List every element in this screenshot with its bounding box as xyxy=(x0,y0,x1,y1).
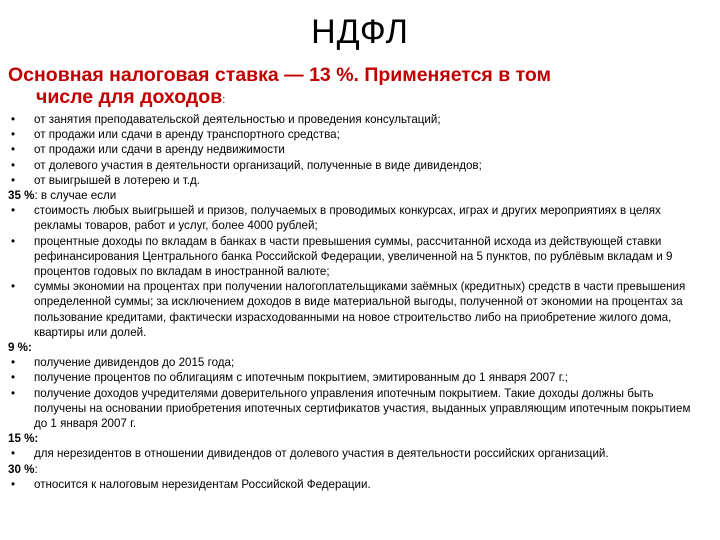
rate-9-heading: 9 %: xyxy=(8,341,32,355)
rate-30-label: 30 % xyxy=(8,462,35,476)
list-item-text: получение дивидендов до 2015 года; xyxy=(34,356,235,370)
rate9-list xyxy=(8,355,700,431)
bullet-icon: • xyxy=(10,280,16,294)
rate-35-label: 35 % xyxy=(8,189,35,203)
list-item-text: от занятия преподавательской деятельностью и проведения консультаций; xyxy=(34,113,441,126)
list-item xyxy=(8,173,700,188)
list-item-text: стоимость любых выигрышей и призов, получаемых в проводимых конкурсах, играх и других мероприятиях в целях рекламы товаров, работ и услуг, более 4000 рублей; xyxy=(34,204,661,233)
heading-colon: : xyxy=(222,94,226,106)
list-item xyxy=(8,158,700,173)
rate-35-heading xyxy=(8,188,700,203)
list-item xyxy=(8,142,700,157)
heading-line-2 xyxy=(8,86,712,111)
bullet-icon: • xyxy=(10,143,16,157)
list-item xyxy=(8,279,700,340)
heading-line-2-text: числе для доходов xyxy=(36,86,223,108)
rate-15-heading: 15 %: xyxy=(8,432,39,446)
rate-30-rest: : xyxy=(34,462,38,476)
list-item-text: от долевого участия в деятельности организаций, полученные в виде дивидендов; xyxy=(34,158,482,172)
list-item xyxy=(8,112,700,127)
bullet-icon: • xyxy=(10,173,16,187)
bullet-icon: • xyxy=(10,356,16,370)
list-item xyxy=(8,203,700,233)
bullet-icon: • xyxy=(10,386,16,400)
list-item xyxy=(8,477,700,492)
bullet-icon: • xyxy=(10,158,16,172)
list-item xyxy=(8,370,700,385)
list-item-text: относится к налоговым нерезидентам Российской Федерации. xyxy=(34,477,371,491)
list-item-text: процентные доходы по вкладам в банках в части превышения суммы, рассчитанной исхода из действующей ставки рефинансирования Центрального банка Российской Федерации, увеличенной на 5 пунктов, по рублёвым вкладам и 9 процентов годовых по вкладам в иностранной валюте; xyxy=(34,234,673,279)
rate-35-rest: : в случае если xyxy=(34,189,117,203)
list-item-text: получение процентов по облигациям с ипотечным покрытием, эмитированным до 1 января 2007 г.; xyxy=(34,371,568,385)
main-rate-heading xyxy=(8,64,712,111)
slide-title: НДФЛ xyxy=(311,13,409,51)
bullet-icon: • xyxy=(10,113,16,126)
list-item xyxy=(8,355,700,370)
list-item-text: для нерезидентов в отношении дивидендов от долевого участия в деятельности российских организаций. xyxy=(34,447,609,461)
rates-content xyxy=(8,112,700,492)
rate15-list xyxy=(8,446,700,461)
bullet-icon: • xyxy=(10,371,16,385)
rate13-list xyxy=(8,112,700,188)
bullet-icon: • xyxy=(10,477,16,491)
rate30-list xyxy=(8,477,700,492)
list-item-text: от выигрышей в лотерею и т.д. xyxy=(34,173,200,187)
list-item xyxy=(8,386,700,432)
heading-line-1: Основная налоговая ставка — 13 %. Применяется в том xyxy=(8,64,552,86)
list-item-text: суммы экономии на процентах при получении налогоплательщиками заёмных (кредитных) средств в части превышения определенной суммы; за исключением доходов в виде материальной выгоды, полученной от экономии на процентах за пользование кредитами, фактически израсходованными на новое строительство либо на приобретение жилого дома, квартиры или долей. xyxy=(34,280,686,339)
rate-30-heading xyxy=(8,462,700,477)
bullet-icon: • xyxy=(10,204,16,218)
list-item-text: получение доходов учредителями доверительного управления ипотечным покрытием. Такие доходы должны быть получены на основании приобретения ипотечных сертификатов участия, выданных управляющим ипотечным покрытием до 1 января 2007 г. xyxy=(34,386,691,431)
bullet-icon: • xyxy=(10,234,16,248)
list-item xyxy=(8,234,700,280)
bullet-icon: • xyxy=(10,447,16,461)
list-item xyxy=(8,127,700,142)
list-item-text: от продажи или сдачи в аренду транспортного средства; xyxy=(34,128,340,142)
bullet-icon: • xyxy=(10,128,16,142)
list-item-text: от продажи или сдачи в аренду недвижимости xyxy=(34,143,285,157)
list-item xyxy=(8,446,700,461)
rate35-list xyxy=(8,203,700,340)
